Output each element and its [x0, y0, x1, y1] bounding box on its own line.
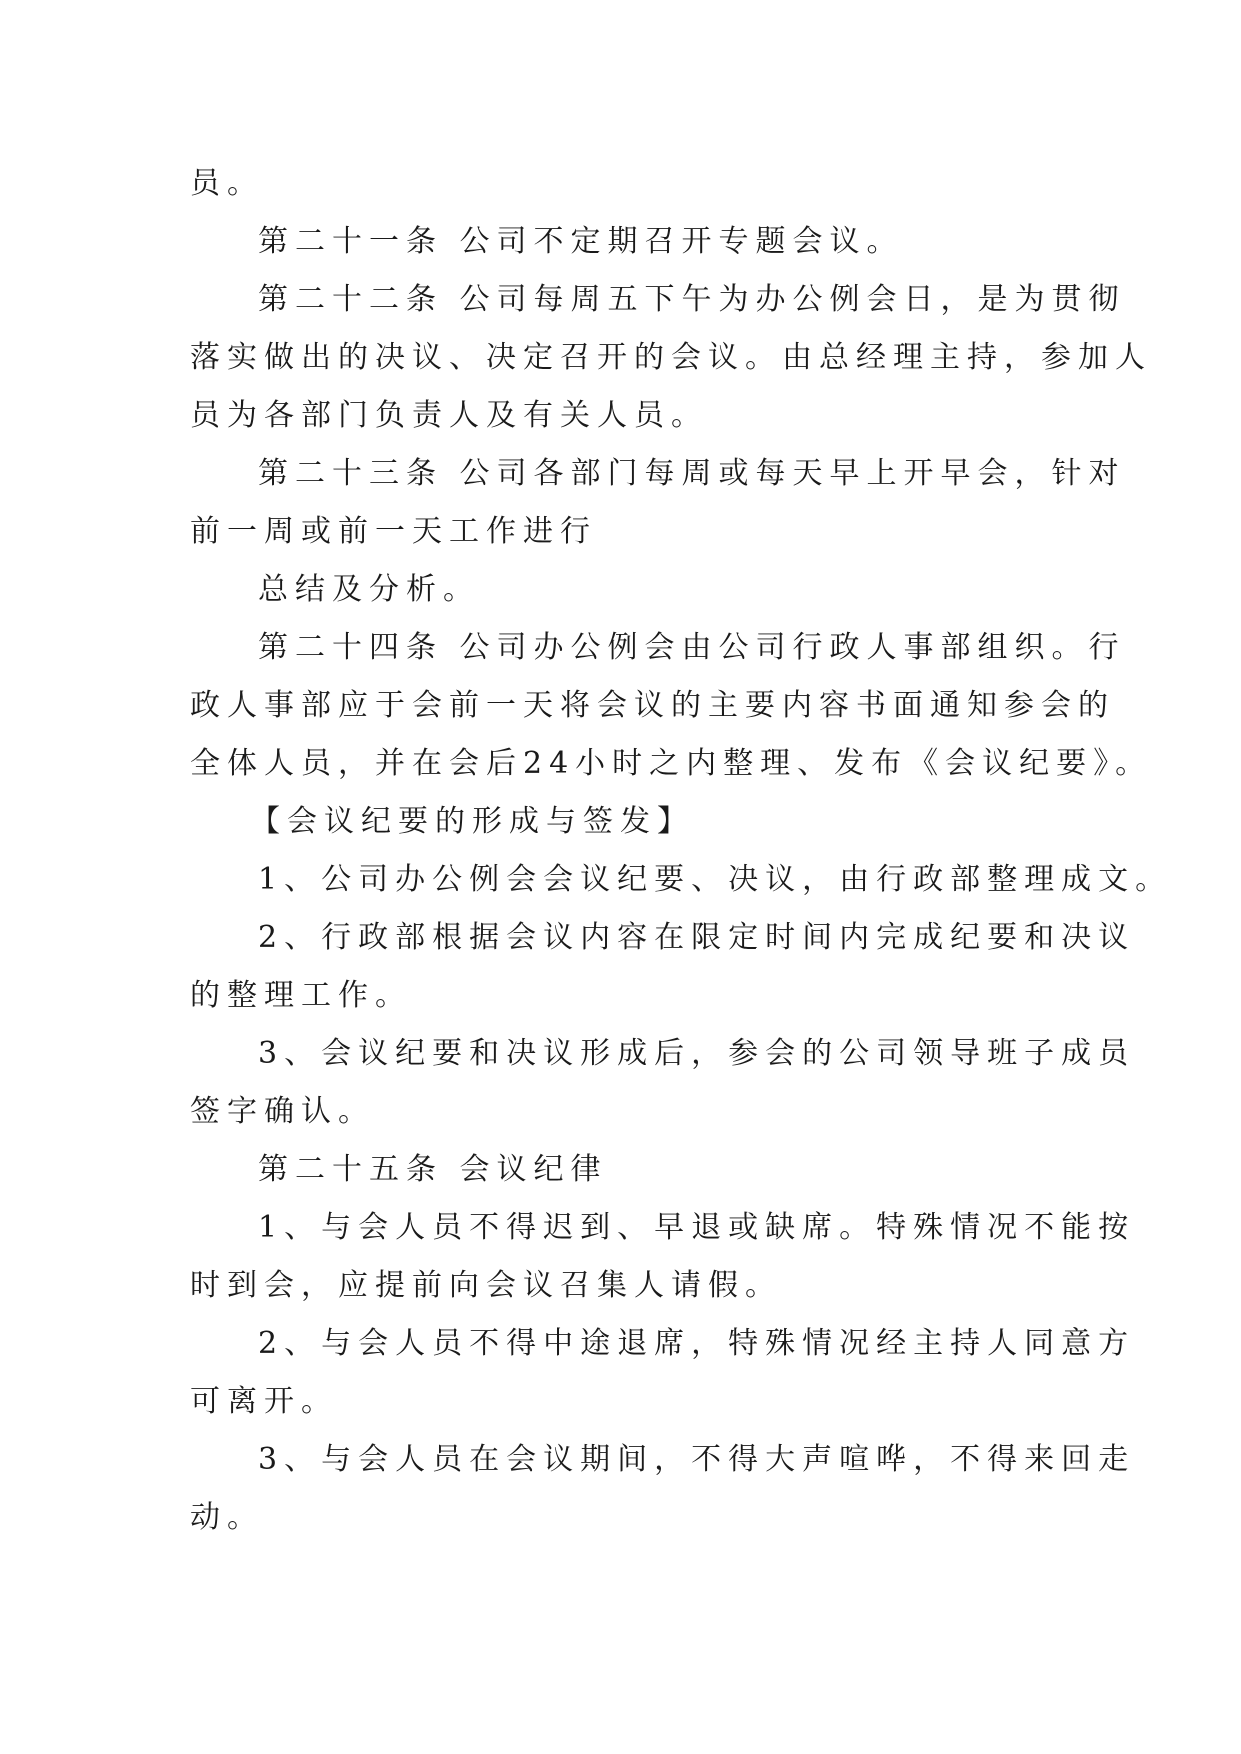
text-line: 动。 — [190, 1500, 264, 1535]
article-21: 第二十一条 公司不定期召开专题会议。 — [258, 224, 904, 259]
list-item: 2、与会人员不得中途退席，特殊情况经主持人同意方 — [258, 1326, 1136, 1361]
list-item: 1、与会人员不得迟到、早退或缺席。特殊情况不能按 — [258, 1210, 1136, 1245]
text-line: 政人事部应于会前一天将会议的主要内容书面通知参会的 — [190, 688, 1115, 723]
article-23: 第二十三条 公司各部门每周或每天早上开早会，针对 — [258, 456, 1126, 491]
text-line: 的整理工作。 — [190, 978, 412, 1013]
list-item: 1、公司办公例会会议纪要、决议，由行政部整理成文。 — [258, 862, 1173, 897]
article-22: 第二十二条 公司每周五下午为办公例会日，是为贯彻 — [258, 282, 1126, 317]
list-item: 2、行政部根据会议内容在限定时间内完成纪要和决议 — [258, 920, 1136, 955]
text-line: 员。 — [190, 166, 264, 201]
text-line: 员为各部门负责人及有关人员。 — [190, 398, 708, 433]
text-line: 可离开。 — [190, 1384, 338, 1419]
text-line: 落实做出的决议、决定召开的会议。由总经理主持，参加人 — [190, 340, 1152, 375]
text-line: 前一周或前一天工作进行 — [190, 514, 597, 549]
list-item: 3、与会人员在会议期间，不得大声喧哗，不得来回走 — [258, 1442, 1136, 1477]
article-25: 第二十五条 会议纪律 — [258, 1152, 608, 1187]
text-line: 签字确认。 — [190, 1094, 375, 1129]
section-heading-minutes: 【会议纪要的形成与签发】 — [250, 804, 694, 839]
article-24: 第二十四条 公司办公例会由公司行政人事部组织。行 — [258, 630, 1126, 665]
document-body — [190, 155, 1173, 1547]
text-line: 总结及分析。 — [258, 572, 480, 607]
text-line: 全体人员，并在会后24小时之内整理、发布《会议纪要》。 — [190, 746, 1153, 781]
list-item: 3、会议纪要和决议形成后，参会的公司领导班子成员 — [258, 1036, 1136, 1071]
text-line: 时到会，应提前向会议召集人请假。 — [190, 1268, 782, 1303]
